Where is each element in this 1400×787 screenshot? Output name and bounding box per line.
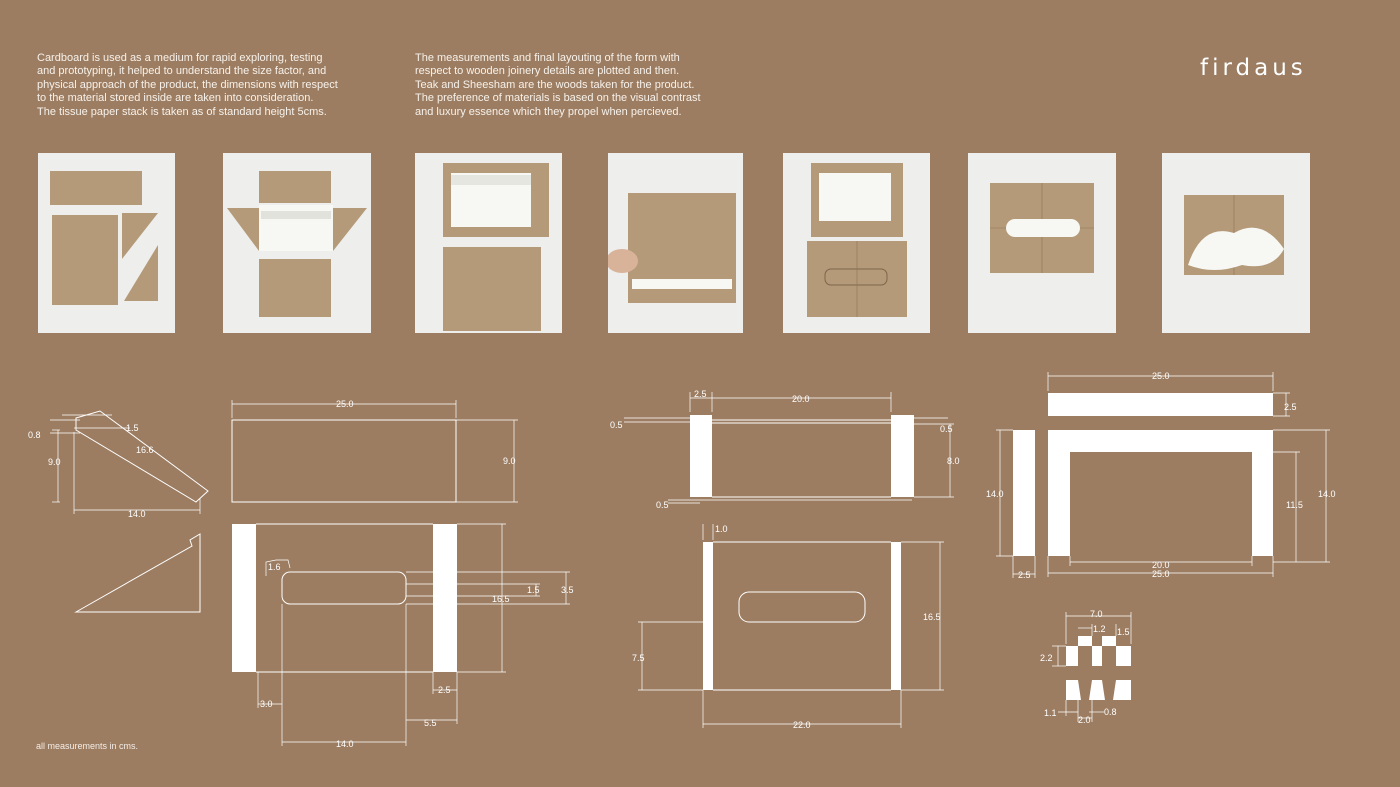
dim-label: 14.0 [336, 739, 354, 749]
dim-label: 22.0 [793, 720, 811, 730]
joinery-detail-drawing [1040, 609, 1131, 725]
text-line: respect to wooden joinery details are plotted and then. [415, 65, 680, 78]
dim-label: 9.0 [48, 457, 61, 467]
text-line: The tissue paper stack is taken as of standard height 5cms. [37, 105, 327, 118]
triangle-side-elevation [28, 411, 208, 519]
dim-label: 20.0 [1152, 560, 1170, 570]
box-section-drawing [610, 389, 960, 510]
dim-label: 2.2 [1040, 653, 1053, 663]
dim-label: 7.0 [1090, 609, 1103, 619]
dim-label: 11.5 [1286, 500, 1303, 510]
top-bar-drawing [1048, 371, 1297, 416]
dim-label: 1.0 [715, 524, 728, 534]
dim-label: 16.5 [923, 612, 941, 622]
dim-label: 2.5 [1018, 570, 1031, 580]
dim-label: 1.5 [126, 423, 139, 433]
dim-label: 7.5 [632, 653, 645, 663]
dim-label: 16.5 [492, 594, 510, 604]
dim-label: 1.2 [1093, 624, 1106, 634]
dim-label: 14.0 [128, 509, 146, 519]
dim-label: 16.6 [136, 445, 154, 455]
dim-label: 20.0 [792, 394, 810, 404]
text-line: The preference of materials is based on the visual contrast [415, 92, 701, 105]
dim-label: 5.5 [424, 718, 437, 728]
dim-label: 0.5 [940, 424, 953, 434]
dim-label: 1.5 [527, 585, 540, 595]
front-panel-drawing [232, 524, 574, 749]
lid-plan-drawing [632, 524, 944, 730]
dim-label: 1.5 [1117, 627, 1130, 637]
measurement-note: all measurements in cms. [36, 741, 139, 751]
text-line: physical approach of the product, the dimensions with respect [37, 78, 338, 91]
dim-label: 0.8 [28, 430, 41, 440]
text-line: to the material stored inside are taken into consideration. [37, 92, 314, 105]
dim-label: 2.0 [1078, 715, 1091, 725]
dim-label: 25.0 [1152, 569, 1170, 579]
top-panel-drawing [232, 399, 518, 502]
dim-label: 0.8 [1104, 707, 1117, 717]
brand-logo: firdaus [1200, 55, 1307, 81]
dim-label: 1.1 [1044, 708, 1057, 718]
dim-label: 8.0 [947, 456, 960, 466]
text-line: The measurements and final layouting of the form with [415, 52, 680, 64]
text-line: Teak and Sheesham are the woods taken for the product. [415, 78, 695, 91]
dim-label: 2.5 [694, 389, 707, 399]
dim-label: 1.6 [268, 562, 281, 572]
dim-label: 0.5 [656, 500, 669, 510]
dim-label: 25.0 [336, 399, 354, 409]
dim-label: 2.5 [438, 685, 451, 695]
text-line: Cardboard is used as a medium for rapid exploring, testing [37, 52, 323, 64]
dim-label: 0.5 [610, 420, 623, 430]
triangle-side-plan [76, 534, 200, 612]
dim-label: 3.0 [260, 699, 273, 709]
dim-label: 14.0 [1318, 489, 1336, 499]
text-line: and prototyping, it helped to understand the size factor, and [37, 65, 327, 78]
dim-label: 3.5 [561, 585, 574, 595]
text-line: and luxury essence which they propel when percieved. [415, 105, 682, 118]
dim-label: 14.0 [986, 489, 1004, 499]
dim-label: 2.5 [1284, 402, 1297, 412]
frame-drawing [986, 430, 1336, 580]
dim-label: 25.0 [1152, 371, 1170, 381]
dim-label: 9.0 [503, 456, 516, 466]
